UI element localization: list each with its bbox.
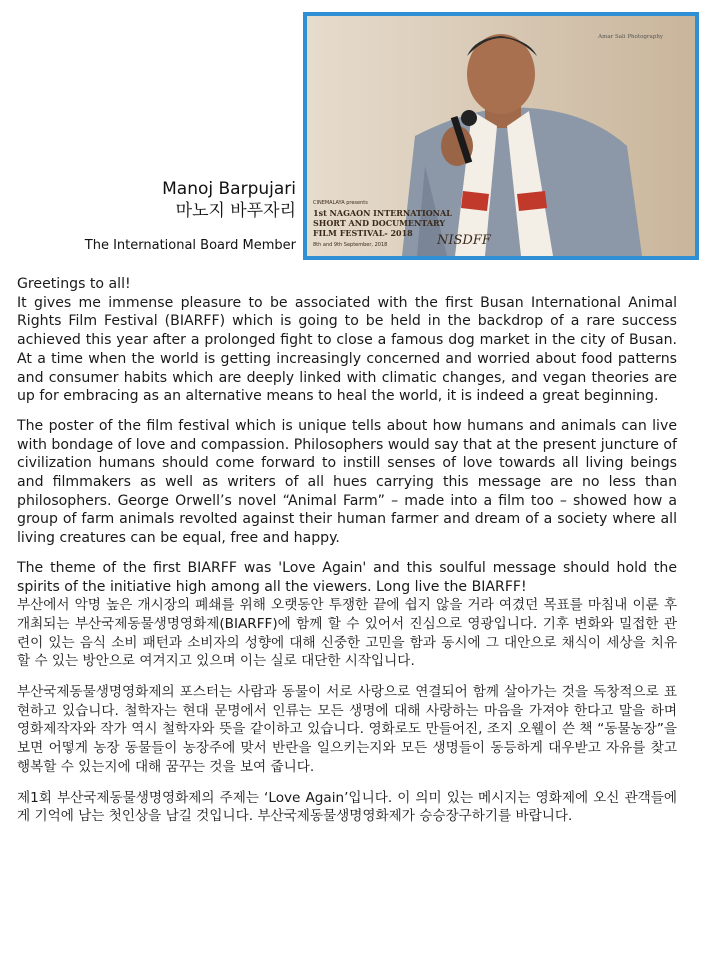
name-block xyxy=(162,178,296,222)
banner-presenter: CINEMALAYA presents xyxy=(313,200,368,206)
korean-paragraph-3: 제1회 부산국제동물생명영화제의 주제는 ‘Love Again’입니다. 이 의미 있는 메시지는 영화제에 오신 관객들에게 기억에 남는 첫인상을 남길 것입니다. 부산국제동물생명영화제가 승승장구하기를 바랍니다. xyxy=(17,789,677,825)
speaker-photo-illustration xyxy=(307,16,695,256)
speaker-name-korean: 마노지 바푸자리 xyxy=(175,201,296,221)
letter-body xyxy=(17,275,677,826)
banner-line-2: SHORT AND DOCUMENTARY xyxy=(313,218,446,228)
korean-paragraph-1: 부산에서 악명 높은 개시장의 폐쇄를 위해 오랫동안 투쟁한 끝에 쉽지 않을 거라 여겼던 목표를 마침내 이룬 후 개최되는 부산국제동물생명영화제(BIARFF)에 함께 할 수 있어서 진심으로 영광입니다. 기후 변화와 밀접한 관련이 있는 음식 소비 패턴과 소비자의 성향에 대해 신중한 고민을 함과 동시에 그 대안으로 채식이 세상을 치유할 수 있는 방안으로 여겨지고 있으며 이는 실로 대단한 시작입니다. xyxy=(17,597,677,670)
letter-greeting: Greetings to all! xyxy=(17,276,131,292)
letter-paragraph-2: The poster of the film festival which is unique tells about how humans and animals can live with bondage of love and compassion. Philosophers would say that at the present juncture of civilization humans should come forward to instill senses of love towards all living beings and filmmakers as well as writers of all hues carrying this message are no less than philosophers. George Orwell’s novel “Animal Farm” – made into a film too – showed how a group of farm animals revolted against their human farmer and dream of a society where all living creatures can be equal, free and happy. xyxy=(17,417,677,547)
banner-line-1: 1st NAGAON INTERNATIONAL xyxy=(313,208,452,218)
photo-watermark: Amar Sali Photography xyxy=(598,34,663,40)
korean-paragraph-2: 부산국제동물생명영화제의 포스터는 사람과 동물이 서로 사랑으로 연결되어 함께 살아가는 것을 독창적으로 표현하고 있습니다. 철학자는 현대 문명에서 인류는 모든 생명에 대해 사랑하는 마음을 가져야 한다고 말을 하며 영화제작자와 작가 역시 철학자와 뜻을 같이하고 있습니다. 영화로도 만들어진, 조지 오웰이 쓴 책 “동물농장”을 보면 어떻게 농장 동물들이 농장주에 맞서 반란을 일으키는지와 모든 생명들이 동등하게 대우받고 자유를 찾고 행복할 수 있는지에 대해 꿈꾸는 것을 보여 줍니다. xyxy=(17,684,677,775)
header xyxy=(0,0,720,265)
speaker-role: The International Board Member xyxy=(84,238,296,253)
speaker-name-english: Manoj Barpujari xyxy=(162,179,296,199)
banner-logo: NISDFF xyxy=(437,233,491,248)
banner-line-3: FILM FESTIVAL- 2018 xyxy=(313,228,413,238)
letter-paragraph-1: It gives me immense pleasure to be associated with the first Busan International Animal Rights Film Festival (BIARFF) which is going to be held in the backdrop of a rare success achieved this year after a prolonged fight to close a famous dog market in the city of Busan. At a time when the world is getting increasingly concerned and worried about food patterns and consumer habits which are deeply linked with climatic changes, and vegan theories are up for embracing as an alternative means to heal the world, it is indeed a great beginning. xyxy=(17,294,677,405)
speaker-photo xyxy=(303,12,699,260)
banner-dates: 8th and 9th September, 2018 xyxy=(313,242,388,248)
letter-paragraph-3: The theme of the first BIARFF was 'Love Again' and this soulful message should hold the spirits of the initiative high among all the viewers. Long live the BIARFF! xyxy=(17,559,677,595)
